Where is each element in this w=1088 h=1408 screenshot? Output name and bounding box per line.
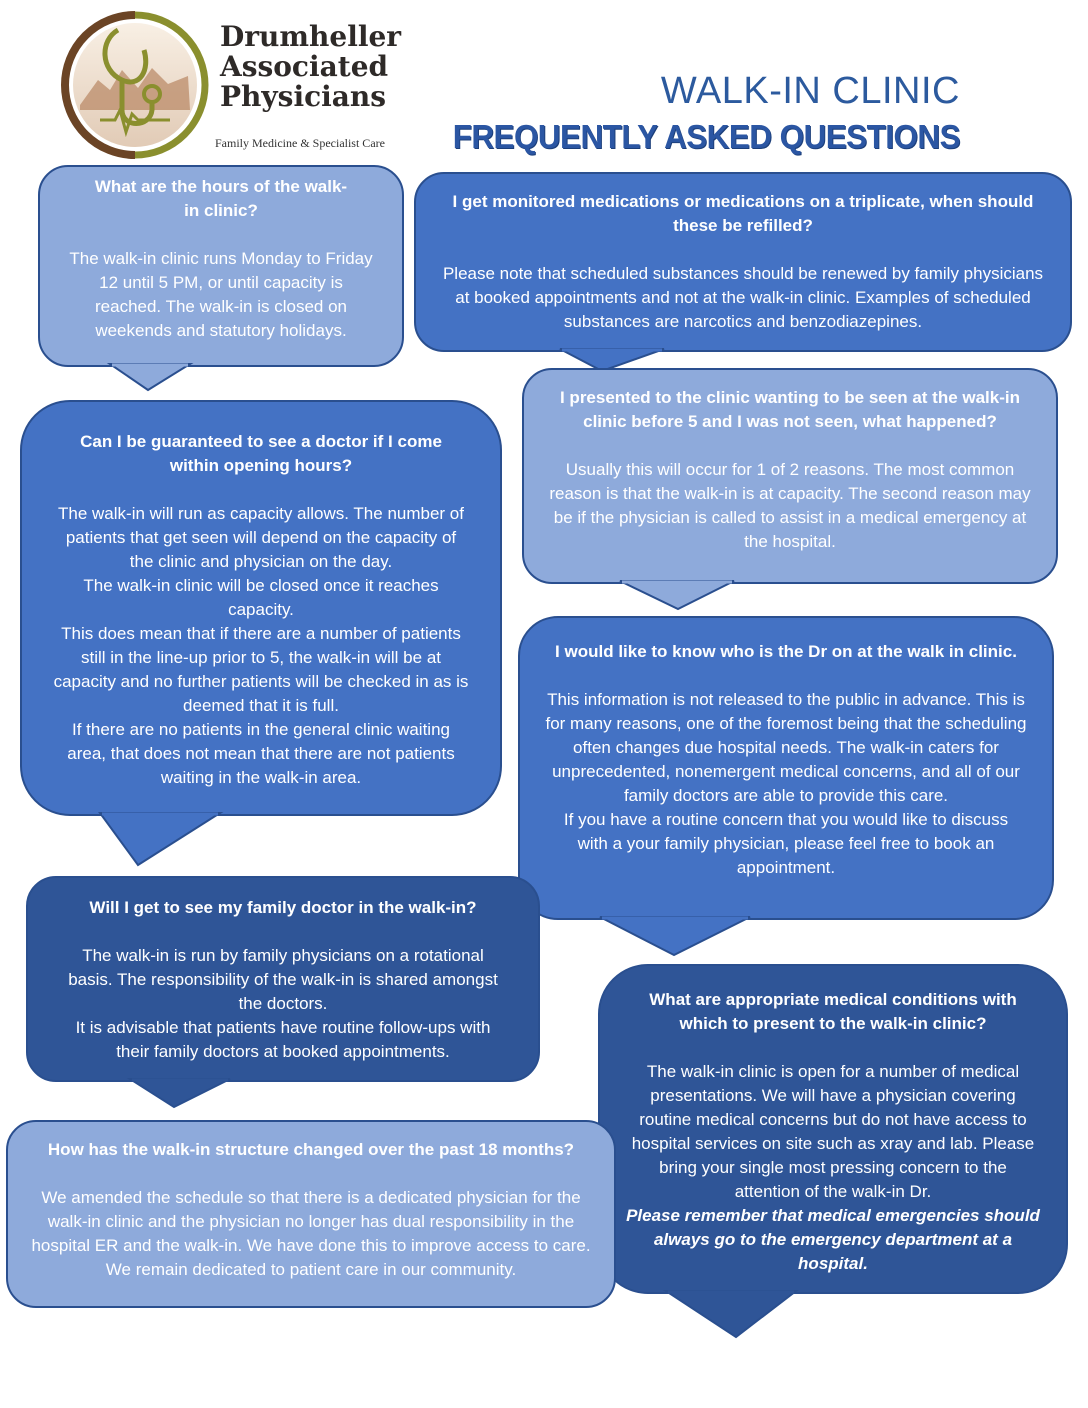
page-subtitle: FREQUENTLY ASKED QUESTIONS [452, 118, 960, 155]
faq-answer: Please note that scheduled substances should be renewed by family physicians at booked appointments and not at the walk-in clinic. Examples of scheduled substances are narcotics and benzodiazepines. [442, 264, 1044, 331]
stethoscope-logo-icon [60, 10, 210, 160]
faq-answer: The walk-in is run by family physicians on a rotational basis. The responsibility of the walk-in is shared amongst the doctors. It is advisable that patients have routine follow-ups with their family doctors at booked appointments. [68, 946, 498, 1061]
faq-family-doctor [26, 876, 540, 1082]
faq-question: I would like to know who is the Dr on at the walk in clinic. [555, 642, 1017, 661]
clinic-tagline: Family Medicine & Specialist Care [215, 136, 385, 150]
bubble-tail [620, 581, 740, 613]
faq-monitored-medications [414, 172, 1072, 352]
faq-question: Will I get to see my family doctor in the walk-in? [89, 898, 477, 917]
faq-structure-changed [6, 1120, 616, 1308]
faq-answer: The walk-in clinic is open for a number of medical presentations. We will have a physician covering routine medical concerns but do not have access to hospital services on site such as xray and lab. Please bring your single most pressing concern to the attention of the walk-in Dr. Please remember that medical emergencies should always go to the emergency department at a hospital. [626, 1062, 1040, 1273]
bubble-tail [130, 1079, 240, 1111]
faq-answer: This information is not released to the public in advance. This is for many reasons, one of the foremost being that the scheduling often changes due hospital needs. The walk-in caters for unprecedented, nonemergent medical concerns, and all of our family doctors are able to provide this care. If you have a routine concern that you would like to discuss with a your family physician, please feel free to book an appointment. [545, 690, 1027, 877]
bubble-tail [666, 1291, 806, 1341]
faq-question: How has the walk-in structure changed over the past 18 months? [47, 1140, 575, 1159]
bubble-tail [100, 813, 230, 869]
page-title: WALK-IN CLINIC [660, 70, 960, 112]
faq-question: Can I be guaranteed to see a doctor if I come within opening hours? [80, 432, 442, 475]
faq-hours [38, 165, 404, 367]
faq-medical-conditions [598, 964, 1068, 1294]
bubble-tail [110, 364, 200, 394]
faq-who-is-doctor [518, 616, 1054, 920]
faq-question: What are the hours of the walk-in clinic? [94, 177, 348, 220]
clinic-name: Drumheller Associated Physicians [220, 20, 402, 113]
bubble-tail [600, 917, 760, 959]
faq-question: I presented to the clinic wanting to be seen at the walk-in clinic before 5 and I was not seen, what happened? [559, 388, 1021, 431]
faq-question: What are appropriate medical conditions with which to present to the walk-in clinic? [649, 990, 1017, 1033]
faq-question: I get monitored medications or medications on a triplicate, when should these be refilled? [452, 192, 1034, 235]
faq-answer: The walk-in will run as capacity allows. The number of patients that get seen will depend on the capacity of the clinic and physician on the day. The walk-in clinic will be closed once it reaches capacity. This does mean that if there are a number of patients still in the line-up prior to 5, the walk-in will be at capacity and no further patients will be checked in as is deemed that it is full. If there are no patients in the general clinic waiting area, that does not mean that there are not patients waiting in the walk-in area. [53, 504, 469, 787]
faq-answer: We amended the schedule so that there is a dedicated physician for the walk-in clinic and the physician no longer has dual responsibility in the hospital ER and the walk-in. We have done this to improve access to care. We remain dedicated to patient care in our community. [31, 1188, 591, 1279]
faq-guaranteed [20, 400, 502, 816]
faq-answer: Usually this will occur for 1 of 2 reasons. The most common reason is that the walk-in is at capacity. The second reason may be if the physician is called to assist in a medical emergency at the hospital. [549, 460, 1031, 551]
clinic-logo [60, 10, 410, 160]
faq-not-seen [522, 368, 1058, 584]
faq-answer: The walk-in clinic runs Monday to Friday 12 until 5 PM, or until capacity is reached. The walk-in is closed on weekends and statutory holidays. [69, 249, 373, 340]
